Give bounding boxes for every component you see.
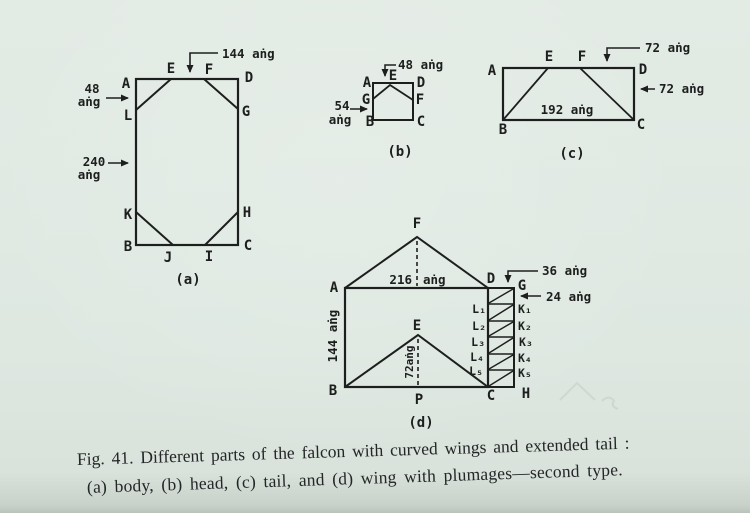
vertex-d: D [244, 70, 254, 86]
vertex-c: C [416, 114, 426, 130]
dim-216-value: 216 [389, 272, 412, 287]
head-peak-lines [373, 85, 413, 100]
vertex-a: A [487, 63, 497, 79]
ghost-mark [560, 383, 595, 400]
vertex-g: G [361, 92, 371, 108]
vertex-h: H [242, 205, 252, 221]
dim-240-unit: aṅg [77, 167, 101, 182]
vertex-a: A [362, 75, 372, 91]
vertex-b: B [498, 122, 508, 138]
plume-label-l2: L₂ [472, 319, 486, 333]
plume-label-l4: L₄ [470, 350, 484, 364]
diagram-d-wing [345, 237, 541, 387]
vertex-d: D [486, 271, 496, 287]
vertex-a: A [329, 280, 339, 296]
dim-72top-leader-arrow [607, 48, 640, 61]
vertex-e: E [412, 318, 422, 334]
diagram-a-labels [78, 46, 275, 288]
plume-label-l1: L₁ [472, 302, 486, 316]
plume-label-k1: K₁ [518, 302, 532, 316]
dim-72-ang-right: 72 aṅg [659, 81, 705, 96]
vertex-d: D [638, 62, 648, 78]
body-corner-cuts [136, 79, 238, 245]
dim-144-ang-rotated: 144 aṅg [325, 309, 340, 363]
vertex-g: G [517, 278, 527, 294]
dim-54-value: 54 [334, 98, 350, 113]
diagram-b-head [350, 65, 413, 120]
plumage-dividers [488, 304, 514, 370]
dim-144-ang: 144 aṅg [222, 46, 275, 61]
vertex-b: B [123, 239, 133, 255]
figure-caption-line1: Fig. 41. Different parts of the falcon with curved wings and extended tail : [76, 432, 630, 469]
dim-216-unit: aṅg [423, 272, 446, 287]
vertex-f: F [412, 216, 422, 232]
plume-label-k2: K₂ [518, 319, 532, 333]
diagram-b-labels [329, 57, 443, 160]
vertex-e: E [388, 68, 398, 84]
vertex-c: C [636, 117, 646, 133]
dim-36-ang: 36 aṅg [542, 263, 588, 278]
vertex-c: C [243, 238, 253, 254]
figure-caption-line2: (a) body, (b) head, (c) tail, and (d) wing with plumages—second type. [86, 459, 624, 497]
dim-72-ang-rotated: 72aṅg [403, 345, 416, 379]
sublabel-d: (d) [408, 415, 434, 431]
dim-192-ang: 192 aṅg [540, 102, 594, 117]
vertex-e: E [544, 49, 554, 65]
vertex-p: P [414, 392, 424, 408]
head-outline [373, 83, 413, 120]
vertex-j: J [163, 250, 173, 266]
vertex-c: C [486, 388, 496, 404]
vertex-g: G [241, 104, 251, 120]
plume-label-k4: K₄ [518, 351, 532, 365]
dim-240-value: 240 [82, 154, 106, 169]
vertex-f: F [577, 49, 587, 65]
dim-24-ang: 24 aṅg [546, 289, 592, 304]
vertex-f: F [204, 62, 214, 78]
page-show-through-ghost [560, 383, 618, 409]
diagram-d-labels [325, 216, 591, 431]
dim-72-ang-top: 72 aṅg [645, 40, 691, 55]
ghost-mark [602, 398, 618, 410]
dim-48-unit: aṅg [77, 94, 101, 109]
sublabel-b: (b) [387, 144, 413, 160]
vertex-e: E [166, 61, 176, 77]
vertex-d: D [416, 75, 426, 91]
plume-label-l5: L₅ [469, 364, 483, 378]
vertex-k: K [123, 207, 133, 223]
plume-label-k3: K₃ [519, 335, 533, 349]
sublabel-a: (a) [175, 272, 201, 288]
dim-48-value: 48 [84, 81, 100, 96]
vertex-i: I [204, 249, 214, 265]
plume-label-l3: L₃ [471, 335, 485, 349]
sublabel-c: (c) [559, 146, 585, 162]
body-outline [136, 79, 238, 245]
vertex-l: L [123, 108, 133, 124]
vertex-h: H [521, 386, 531, 402]
vertex-b: B [365, 114, 375, 130]
wing-inner-triangle [345, 335, 488, 387]
vertex-f: F [415, 92, 425, 108]
dim-48-ang: 48 aṅg [398, 57, 444, 72]
dim-54-unit: aṅg [328, 112, 352, 127]
vertex-a: A [121, 76, 131, 92]
plume-label-k5: K₅ [518, 366, 532, 380]
vertex-b: B [328, 383, 338, 399]
